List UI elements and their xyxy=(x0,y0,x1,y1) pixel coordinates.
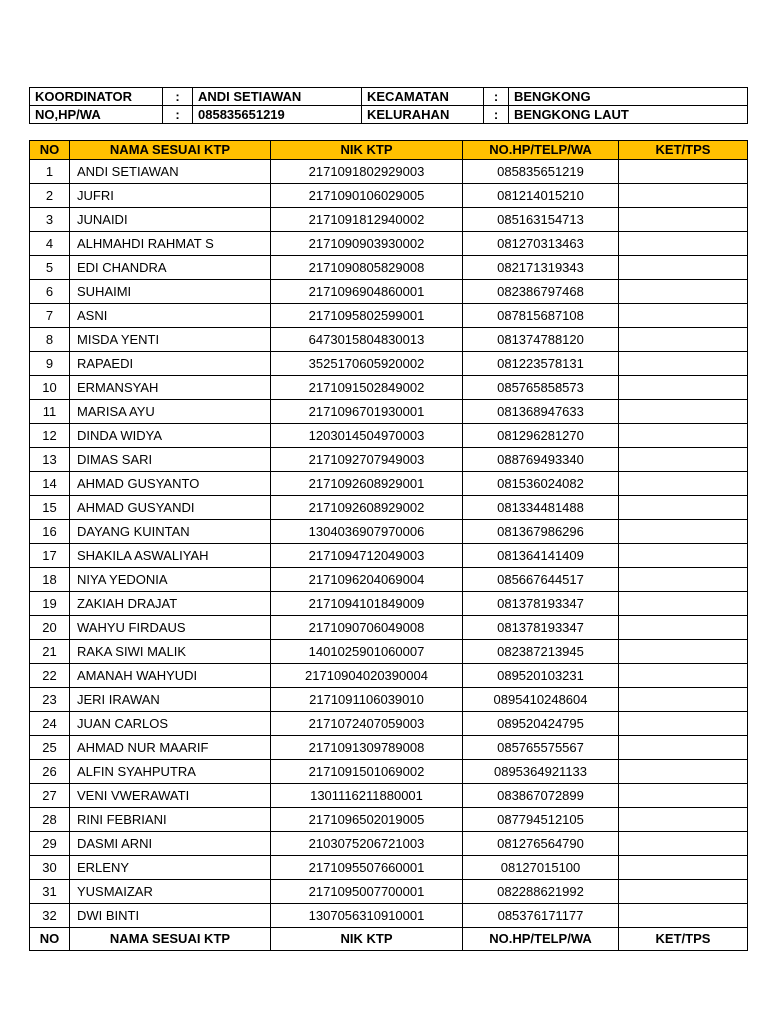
row-nik: 2171096904860001 xyxy=(271,280,463,304)
table-row xyxy=(30,208,748,232)
row-ket xyxy=(619,904,748,928)
table-row xyxy=(30,496,748,520)
row-name: ALHMAHDI RAHMAT S xyxy=(70,232,271,256)
row-nik: 2171090805829008 xyxy=(271,256,463,280)
row-name: JUNAIDI xyxy=(70,208,271,232)
row-name: ASNI xyxy=(70,304,271,328)
row-number: 2 xyxy=(30,184,70,208)
row-number: 20 xyxy=(30,616,70,640)
row-number: 18 xyxy=(30,568,70,592)
row-number: 26 xyxy=(30,760,70,784)
table-row xyxy=(30,304,748,328)
table-row xyxy=(30,568,748,592)
row-phone: 085376171177 xyxy=(463,904,619,928)
row-name: ERLENY xyxy=(70,856,271,880)
row-ket xyxy=(619,592,748,616)
row-number: 27 xyxy=(30,784,70,808)
table-row xyxy=(30,784,748,808)
row-nik: 2171091802929003 xyxy=(271,160,463,184)
row-phone: 0895410248604 xyxy=(463,688,619,712)
kelurahan-value: BENGKONG LAUT xyxy=(509,106,748,124)
row-name: RINI FEBRIANI xyxy=(70,808,271,832)
colon: : xyxy=(163,88,193,106)
row-name: DIMAS SARI xyxy=(70,448,271,472)
row-phone: 085835651219 xyxy=(463,160,619,184)
row-ket xyxy=(619,712,748,736)
row-ket xyxy=(619,400,748,424)
row-number: 5 xyxy=(30,256,70,280)
row-name: JERI IRAWAN xyxy=(70,688,271,712)
row-name: VENI VWERAWATI xyxy=(70,784,271,808)
table-row xyxy=(30,664,748,688)
row-ket xyxy=(619,352,748,376)
column-header-ket: KET/TPS xyxy=(619,141,748,160)
row-number: 15 xyxy=(30,496,70,520)
row-number: 13 xyxy=(30,448,70,472)
row-number: 16 xyxy=(30,520,70,544)
row-number: 24 xyxy=(30,712,70,736)
row-nik: 1304036907970006 xyxy=(271,520,463,544)
table-row xyxy=(30,880,748,904)
row-name: ERMANSYAH xyxy=(70,376,271,400)
row-number: 4 xyxy=(30,232,70,256)
table-row xyxy=(30,808,748,832)
row-number: 10 xyxy=(30,376,70,400)
row-ket xyxy=(619,160,748,184)
footer-header-no: NO xyxy=(30,928,70,951)
column-header-hp: NO.HP/TELP/WA xyxy=(463,141,619,160)
footer-header-name: NAMA SESUAI KTP xyxy=(70,928,271,951)
table-row xyxy=(30,352,748,376)
row-phone: 081214015210 xyxy=(463,184,619,208)
row-phone: 089520103231 xyxy=(463,664,619,688)
row-ket xyxy=(619,256,748,280)
row-number: 28 xyxy=(30,808,70,832)
row-phone: 081334481488 xyxy=(463,496,619,520)
row-nik: 21710904020390004 xyxy=(271,664,463,688)
row-ket xyxy=(619,328,748,352)
table-row xyxy=(30,424,748,448)
row-nik: 2171091812940002 xyxy=(271,208,463,232)
table-row xyxy=(30,160,748,184)
row-ket xyxy=(619,496,748,520)
table-row xyxy=(30,232,748,256)
table-row xyxy=(30,760,748,784)
column-header-no: NO xyxy=(30,141,70,160)
row-name: AHMAD GUSYANDI xyxy=(70,496,271,520)
row-nik: 2171096204069004 xyxy=(271,568,463,592)
row-nik: 2171095507660001 xyxy=(271,856,463,880)
row-ket xyxy=(619,688,748,712)
row-name: NIYA YEDONIA xyxy=(70,568,271,592)
row-name: EDI CHANDRA xyxy=(70,256,271,280)
row-number: 22 xyxy=(30,664,70,688)
row-phone: 081270313463 xyxy=(463,232,619,256)
row-ket xyxy=(619,664,748,688)
row-name: DINDA WIDYA xyxy=(70,424,271,448)
row-name: DWI BINTI xyxy=(70,904,271,928)
row-nik: 2171092608929001 xyxy=(271,472,463,496)
row-number: 7 xyxy=(30,304,70,328)
row-phone: 085667644517 xyxy=(463,568,619,592)
row-number: 3 xyxy=(30,208,70,232)
row-number: 14 xyxy=(30,472,70,496)
row-nik: 2171096502019005 xyxy=(271,808,463,832)
coordinator-info-table xyxy=(29,87,748,124)
row-ket xyxy=(619,616,748,640)
table-row xyxy=(30,184,748,208)
row-phone: 087815687108 xyxy=(463,304,619,328)
row-number: 9 xyxy=(30,352,70,376)
row-ket xyxy=(619,640,748,664)
row-nik: 2171091309789008 xyxy=(271,736,463,760)
row-phone: 087794512105 xyxy=(463,808,619,832)
row-phone: 088769493340 xyxy=(463,448,619,472)
row-name: ANDI SETIAWAN xyxy=(70,160,271,184)
row-ket xyxy=(619,808,748,832)
kecamatan-label: KECAMATAN xyxy=(362,88,484,106)
row-number: 6 xyxy=(30,280,70,304)
row-nik: 2171095007700001 xyxy=(271,880,463,904)
row-nik: 2171091106039010 xyxy=(271,688,463,712)
row-name: MISDA YENTI xyxy=(70,328,271,352)
table-row xyxy=(30,712,748,736)
table-row xyxy=(30,856,748,880)
row-ket xyxy=(619,376,748,400)
table-header-row xyxy=(30,141,748,160)
table-footer-row xyxy=(30,928,748,951)
row-ket xyxy=(619,472,748,496)
row-phone: 081368947633 xyxy=(463,400,619,424)
footer-header-hp: NO.HP/TELP/WA xyxy=(463,928,619,951)
row-phone: 082288621992 xyxy=(463,880,619,904)
hp-value: 085835651219 xyxy=(193,106,362,124)
row-phone: 081367986296 xyxy=(463,520,619,544)
row-nik: 3525170605920002 xyxy=(271,352,463,376)
row-phone: 083867072899 xyxy=(463,784,619,808)
row-name: MARISA AYU xyxy=(70,400,271,424)
table-row xyxy=(30,472,748,496)
row-number: 21 xyxy=(30,640,70,664)
table-row xyxy=(30,376,748,400)
row-phone: 081374788120 xyxy=(463,328,619,352)
row-ket xyxy=(619,856,748,880)
row-name: AHMAD GUSYANTO xyxy=(70,472,271,496)
table-row xyxy=(30,640,748,664)
row-number: 11 xyxy=(30,400,70,424)
row-nik: 2103075206721003 xyxy=(271,832,463,856)
row-nik: 2171095802599001 xyxy=(271,304,463,328)
row-nik: 1301116211880001 xyxy=(271,784,463,808)
row-number: 23 xyxy=(30,688,70,712)
row-number: 19 xyxy=(30,592,70,616)
row-ket xyxy=(619,280,748,304)
row-name: YUSMAIZAR xyxy=(70,880,271,904)
row-number: 1 xyxy=(30,160,70,184)
row-phone: 0895364921133 xyxy=(463,760,619,784)
row-ket xyxy=(619,232,748,256)
row-nik: 2171091502849002 xyxy=(271,376,463,400)
row-nik: 2171092608929002 xyxy=(271,496,463,520)
table-row xyxy=(30,616,748,640)
table-row xyxy=(30,256,748,280)
row-name: JUAN CARLOS xyxy=(70,712,271,736)
table-row xyxy=(30,904,748,928)
row-ket xyxy=(619,424,748,448)
info-row-koordinator xyxy=(30,88,748,106)
column-header-nik: NIK KTP xyxy=(271,141,463,160)
table-row xyxy=(30,688,748,712)
row-ket xyxy=(619,184,748,208)
row-nik: 1203014504970003 xyxy=(271,424,463,448)
row-ket xyxy=(619,736,748,760)
footer-header-ket: KET/TPS xyxy=(619,928,748,951)
footer-header-nik: NIK KTP xyxy=(271,928,463,951)
row-ket xyxy=(619,880,748,904)
row-name: WAHYU FIRDAUS xyxy=(70,616,271,640)
table-body xyxy=(30,160,748,928)
row-phone: 082386797468 xyxy=(463,280,619,304)
table-row xyxy=(30,448,748,472)
hp-label: NO,HP/WA xyxy=(30,106,163,124)
row-nik: 2171092707949003 xyxy=(271,448,463,472)
row-phone: 081364141409 xyxy=(463,544,619,568)
table-row xyxy=(30,328,748,352)
row-name: JUFRI xyxy=(70,184,271,208)
table-row xyxy=(30,400,748,424)
colon: : xyxy=(484,88,509,106)
row-phone: 081223578131 xyxy=(463,352,619,376)
table-row xyxy=(30,736,748,760)
koordinator-label: KOORDINATOR xyxy=(30,88,163,106)
row-phone: 081536024082 xyxy=(463,472,619,496)
row-phone: 082387213945 xyxy=(463,640,619,664)
row-phone: 085163154713 xyxy=(463,208,619,232)
row-nik: 2171094712049003 xyxy=(271,544,463,568)
row-number: 25 xyxy=(30,736,70,760)
row-name: DAYANG KUINTAN xyxy=(70,520,271,544)
row-name: ALFIN SYAHPUTRA xyxy=(70,760,271,784)
row-number: 30 xyxy=(30,856,70,880)
row-nik: 2171096701930001 xyxy=(271,400,463,424)
row-nik: 2171090106029005 xyxy=(271,184,463,208)
row-nik: 1401025901060007 xyxy=(271,640,463,664)
row-phone: 081378193347 xyxy=(463,616,619,640)
colon: : xyxy=(484,106,509,124)
row-ket xyxy=(619,520,748,544)
koordinator-value: ANDI SETIAWAN xyxy=(193,88,362,106)
row-name: SUHAIMI xyxy=(70,280,271,304)
row-name: DASMI ARNI xyxy=(70,832,271,856)
table-row xyxy=(30,520,748,544)
row-nik: 2171090706049008 xyxy=(271,616,463,640)
row-phone: 081378193347 xyxy=(463,592,619,616)
row-ket xyxy=(619,448,748,472)
info-row-hp xyxy=(30,106,748,124)
row-nik: 2171091501069002 xyxy=(271,760,463,784)
row-phone: 082171319343 xyxy=(463,256,619,280)
row-nik: 2171094101849009 xyxy=(271,592,463,616)
row-number: 29 xyxy=(30,832,70,856)
row-number: 31 xyxy=(30,880,70,904)
row-name: AHMAD NUR MAARIF xyxy=(70,736,271,760)
row-nik: 1307056310910001 xyxy=(271,904,463,928)
member-list-table xyxy=(29,140,748,951)
table-row xyxy=(30,592,748,616)
kelurahan-label: KELURAHAN xyxy=(362,106,484,124)
row-name: RAKA SIWI MALIK xyxy=(70,640,271,664)
row-ket xyxy=(619,304,748,328)
kecamatan-value: BENGKONG xyxy=(509,88,748,106)
row-ket xyxy=(619,760,748,784)
row-number: 32 xyxy=(30,904,70,928)
row-phone: 089520424795 xyxy=(463,712,619,736)
row-number: 8 xyxy=(30,328,70,352)
row-number: 12 xyxy=(30,424,70,448)
table-row xyxy=(30,280,748,304)
row-phone: 081276564790 xyxy=(463,832,619,856)
row-ket xyxy=(619,784,748,808)
row-nik: 2171090903930002 xyxy=(271,232,463,256)
row-ket xyxy=(619,544,748,568)
table-row xyxy=(30,544,748,568)
row-name: RAPAEDI xyxy=(70,352,271,376)
column-header-name: NAMA SESUAI KTP xyxy=(70,141,271,160)
row-name: ZAKIAH DRAJAT xyxy=(70,592,271,616)
row-nik: 6473015804830013 xyxy=(271,328,463,352)
row-phone: 085765858573 xyxy=(463,376,619,400)
row-phone: 081296281270 xyxy=(463,424,619,448)
row-ket xyxy=(619,568,748,592)
row-ket xyxy=(619,832,748,856)
row-number: 17 xyxy=(30,544,70,568)
row-ket xyxy=(619,208,748,232)
row-nik: 2171072407059003 xyxy=(271,712,463,736)
colon: : xyxy=(163,106,193,124)
row-name: AMANAH WAHYUDI xyxy=(70,664,271,688)
row-phone: 08127015100 xyxy=(463,856,619,880)
row-phone: 085765575567 xyxy=(463,736,619,760)
table-row xyxy=(30,832,748,856)
row-name: SHAKILA ASWALIYAH xyxy=(70,544,271,568)
